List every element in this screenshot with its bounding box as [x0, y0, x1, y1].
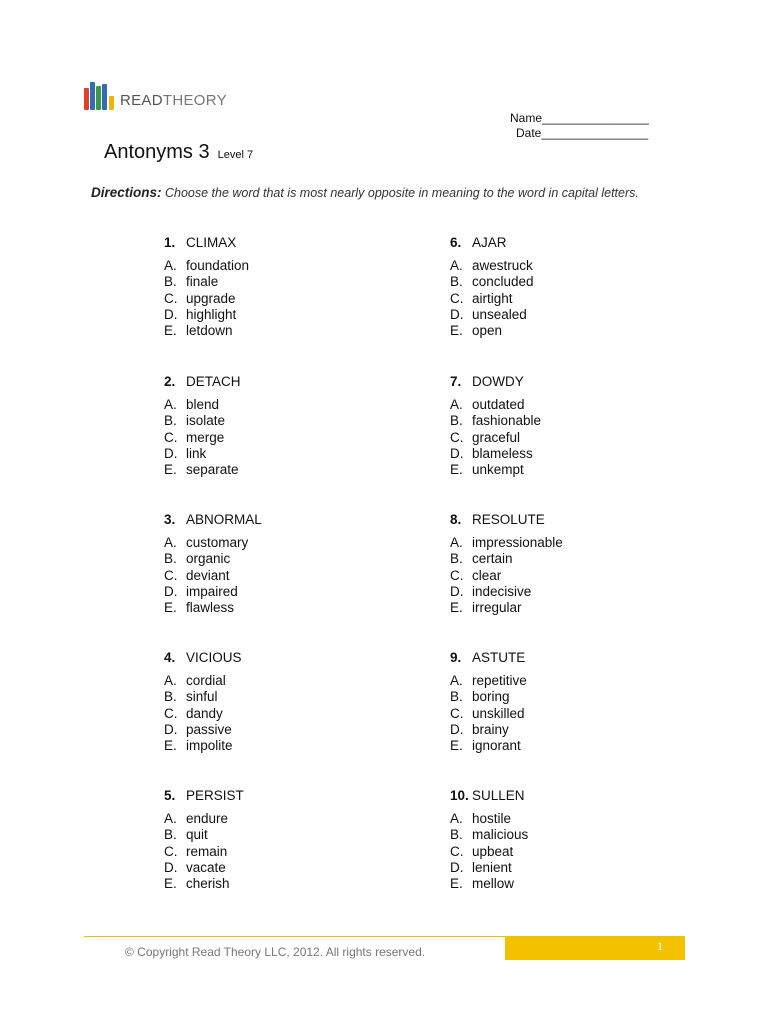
question-word: RESOLUTE [472, 512, 545, 527]
answer-option [450, 291, 690, 307]
worksheet-title [104, 141, 253, 164]
page-number-box [505, 937, 685, 960]
question-3 [164, 511, 404, 616]
question-number: 2. [164, 374, 176, 389]
answer-option [164, 722, 404, 738]
option-text: concluded [472, 274, 534, 290]
answer-option [164, 446, 404, 462]
answer-option [450, 844, 690, 860]
question-word: CLIMAX [186, 235, 237, 250]
logo-theory: THEORY [162, 92, 227, 109]
answer-option [164, 462, 404, 478]
question-word: AJAR [472, 235, 507, 250]
answer-option [450, 706, 690, 722]
question-number: 9. [450, 650, 462, 665]
directions-label: Directions: [91, 185, 162, 200]
question-1 [164, 234, 404, 339]
question-number: 1. [164, 235, 176, 250]
copyright-notice: © Copyright Read Theory LLC, 2012. All rights reserved. [125, 945, 426, 959]
question-number: 4. [164, 650, 176, 665]
question-word: ABNORMAL [186, 512, 262, 527]
name-line: Name________________ [510, 111, 649, 125]
question-2 [164, 373, 404, 478]
option-text: upbeat [472, 843, 514, 859]
option-letter: E. [164, 462, 177, 478]
option-letter: E. [164, 600, 177, 616]
answer-option [450, 860, 690, 876]
answer-option [164, 551, 404, 567]
answer-option [450, 397, 690, 413]
answer-option [164, 706, 404, 722]
option-letter: C. [164, 843, 178, 859]
answer-option [164, 258, 404, 274]
question-4 [164, 649, 404, 754]
answer-option [450, 258, 690, 274]
name-date-fields [510, 111, 649, 141]
option-letter: E. [450, 738, 463, 754]
answer-option [164, 323, 404, 339]
option-letter: E. [164, 738, 177, 754]
option-text: repetitive [472, 673, 527, 688]
option-text: finale [186, 274, 219, 290]
option-text: certain [472, 551, 513, 567]
answer-option [164, 876, 404, 892]
option-text: boring [472, 689, 510, 705]
option-letter: D. [164, 445, 178, 461]
answer-option [164, 811, 404, 827]
option-letter: C. [164, 290, 178, 306]
option-text: lenient [472, 859, 512, 875]
answer-option [164, 535, 404, 551]
option-letter: C. [450, 290, 464, 306]
answer-option [450, 535, 690, 551]
option-text: impressionable [472, 535, 563, 550]
option-letter: C. [164, 705, 178, 721]
option-text: brainy [472, 721, 509, 737]
option-text: hostile [472, 811, 512, 826]
option-text: letdown [186, 323, 233, 339]
option-letter: C. [164, 429, 178, 445]
option-letter: D. [164, 583, 178, 599]
answer-option [164, 738, 404, 754]
question-number: 6. [450, 235, 462, 250]
logo-wordmark [120, 93, 227, 108]
option-letter: E. [450, 876, 463, 892]
option-letter: B. [450, 274, 463, 290]
option-letter: D. [164, 721, 178, 737]
option-text: dandy [186, 705, 223, 721]
directions-text: Choose the word that is most nearly opposite in meaning to the word in capital letters. [165, 186, 639, 200]
option-letter: C. [450, 567, 464, 583]
answer-option [164, 584, 404, 600]
answer-option [164, 600, 404, 616]
option-text: quit [186, 827, 208, 843]
option-text: unskilled [472, 705, 525, 721]
answer-option [450, 738, 690, 754]
question-8 [450, 511, 690, 616]
option-letter: E. [450, 600, 463, 616]
option-letter: D. [450, 721, 464, 737]
option-letter: A. [450, 535, 463, 550]
option-text: awestruck [472, 258, 533, 273]
option-letter: B. [450, 827, 463, 843]
answer-option [450, 307, 690, 323]
readtheory-logo [84, 82, 227, 110]
question-word: ASTUTE [472, 650, 526, 665]
option-text: mellow [472, 876, 515, 892]
option-text: cordial [186, 673, 226, 688]
answer-option [450, 811, 690, 827]
option-text: sinful [186, 689, 218, 705]
option-text: indecisive [472, 583, 532, 599]
option-text: open [472, 323, 503, 339]
option-text: blameless [472, 445, 533, 461]
option-text: ignorant [472, 738, 521, 754]
option-letter: E. [164, 876, 177, 892]
answer-option [450, 462, 690, 478]
option-letter: D. [450, 445, 464, 461]
option-text: passive [186, 721, 232, 737]
answer-option [450, 274, 690, 290]
answer-option [164, 291, 404, 307]
books-logo-icon [84, 82, 116, 110]
option-text: irregular [472, 600, 522, 616]
answer-option [164, 844, 404, 860]
answer-option [164, 397, 404, 413]
option-text: malicious [472, 827, 529, 843]
question-5 [164, 787, 404, 892]
option-letter: D. [450, 859, 464, 875]
option-letter: D. [450, 306, 464, 322]
option-letter: B. [450, 551, 463, 567]
option-text: organic [186, 551, 231, 567]
answer-option [164, 860, 404, 876]
question-10 [450, 787, 690, 892]
option-text: graceful [472, 429, 521, 445]
answer-option [450, 446, 690, 462]
option-text: flawless [186, 600, 235, 616]
question-word: VICIOUS [186, 650, 242, 665]
option-text: impolite [186, 738, 233, 754]
question-number: 8. [450, 512, 462, 527]
option-letter: A. [164, 397, 177, 412]
option-letter: B. [450, 413, 463, 429]
option-letter: B. [450, 689, 463, 705]
option-text: isolate [186, 413, 226, 429]
option-text: link [186, 445, 207, 461]
option-text: upgrade [186, 290, 236, 306]
title-main: Antonyms 3 [104, 141, 210, 163]
option-text: deviant [186, 567, 230, 583]
option-text: cherish [186, 876, 230, 892]
option-text: merge [186, 429, 225, 445]
option-letter: A. [450, 811, 463, 826]
option-letter: B. [164, 827, 177, 843]
answer-option [450, 689, 690, 705]
title-level: Level 7 [217, 149, 254, 161]
option-letter: A. [450, 397, 463, 412]
question-number: 5. [164, 788, 176, 803]
option-letter: A. [164, 535, 177, 550]
option-letter: C. [450, 705, 464, 721]
option-letter: A. [450, 258, 463, 273]
answer-option [450, 722, 690, 738]
option-letter: B. [164, 274, 177, 290]
answer-option [450, 551, 690, 567]
answer-option [164, 307, 404, 323]
option-letter: D. [164, 306, 178, 322]
option-text: fashionable [472, 413, 542, 429]
option-letter: D. [164, 859, 178, 875]
answer-option [164, 673, 404, 689]
question-number: 7. [450, 374, 462, 389]
option-letter: A. [164, 258, 177, 273]
question-word: DETACH [186, 374, 241, 389]
answer-option [450, 827, 690, 843]
answer-option [450, 413, 690, 429]
option-letter: C. [164, 567, 178, 583]
option-text: remain [186, 843, 228, 859]
option-letter: C. [450, 429, 464, 445]
question-number: 10. [450, 788, 469, 803]
question-6 [450, 234, 690, 339]
question-word: PERSIST [186, 788, 244, 803]
option-text: endure [186, 811, 229, 826]
option-text: clear [472, 567, 502, 583]
answer-option [450, 323, 690, 339]
option-text: unsealed [472, 306, 527, 322]
answer-option [450, 600, 690, 616]
answer-option [164, 430, 404, 446]
option-text: impaired [186, 583, 238, 599]
option-text: foundation [186, 258, 250, 273]
date-line: Date________________ [516, 126, 649, 140]
answer-option [164, 689, 404, 705]
option-letter: B. [164, 689, 177, 705]
question-word: SULLEN [472, 788, 525, 803]
option-letter: C. [450, 843, 464, 859]
option-letter: E. [164, 323, 177, 339]
option-letter: E. [450, 462, 463, 478]
option-letter: B. [164, 551, 177, 567]
answer-option [450, 430, 690, 446]
option-letter: E. [450, 323, 463, 339]
option-text: vacate [186, 859, 226, 875]
logo-read: READ [120, 92, 163, 109]
option-letter: A. [164, 673, 177, 688]
question-7 [450, 373, 690, 478]
answer-option [450, 673, 690, 689]
option-letter: B. [164, 413, 177, 429]
answer-option [164, 568, 404, 584]
option-text: unkempt [472, 462, 524, 478]
answer-option [450, 876, 690, 892]
answer-option [450, 584, 690, 600]
option-text: airtight [472, 290, 513, 306]
answer-option [450, 568, 690, 584]
question-number: 3. [164, 512, 176, 527]
option-text: customary [186, 535, 249, 550]
answer-option [164, 274, 404, 290]
question-9 [450, 649, 690, 754]
answer-option [164, 827, 404, 843]
question-word: DOWDY [472, 374, 524, 389]
page-number: 1 [657, 939, 663, 953]
option-letter: D. [450, 583, 464, 599]
option-text: outdated [472, 397, 525, 412]
option-text: highlight [186, 306, 237, 322]
option-text: separate [186, 462, 239, 478]
option-text: blend [186, 397, 220, 412]
directions [91, 185, 639, 200]
answer-option [164, 413, 404, 429]
option-letter: A. [164, 811, 177, 826]
option-letter: A. [450, 673, 463, 688]
